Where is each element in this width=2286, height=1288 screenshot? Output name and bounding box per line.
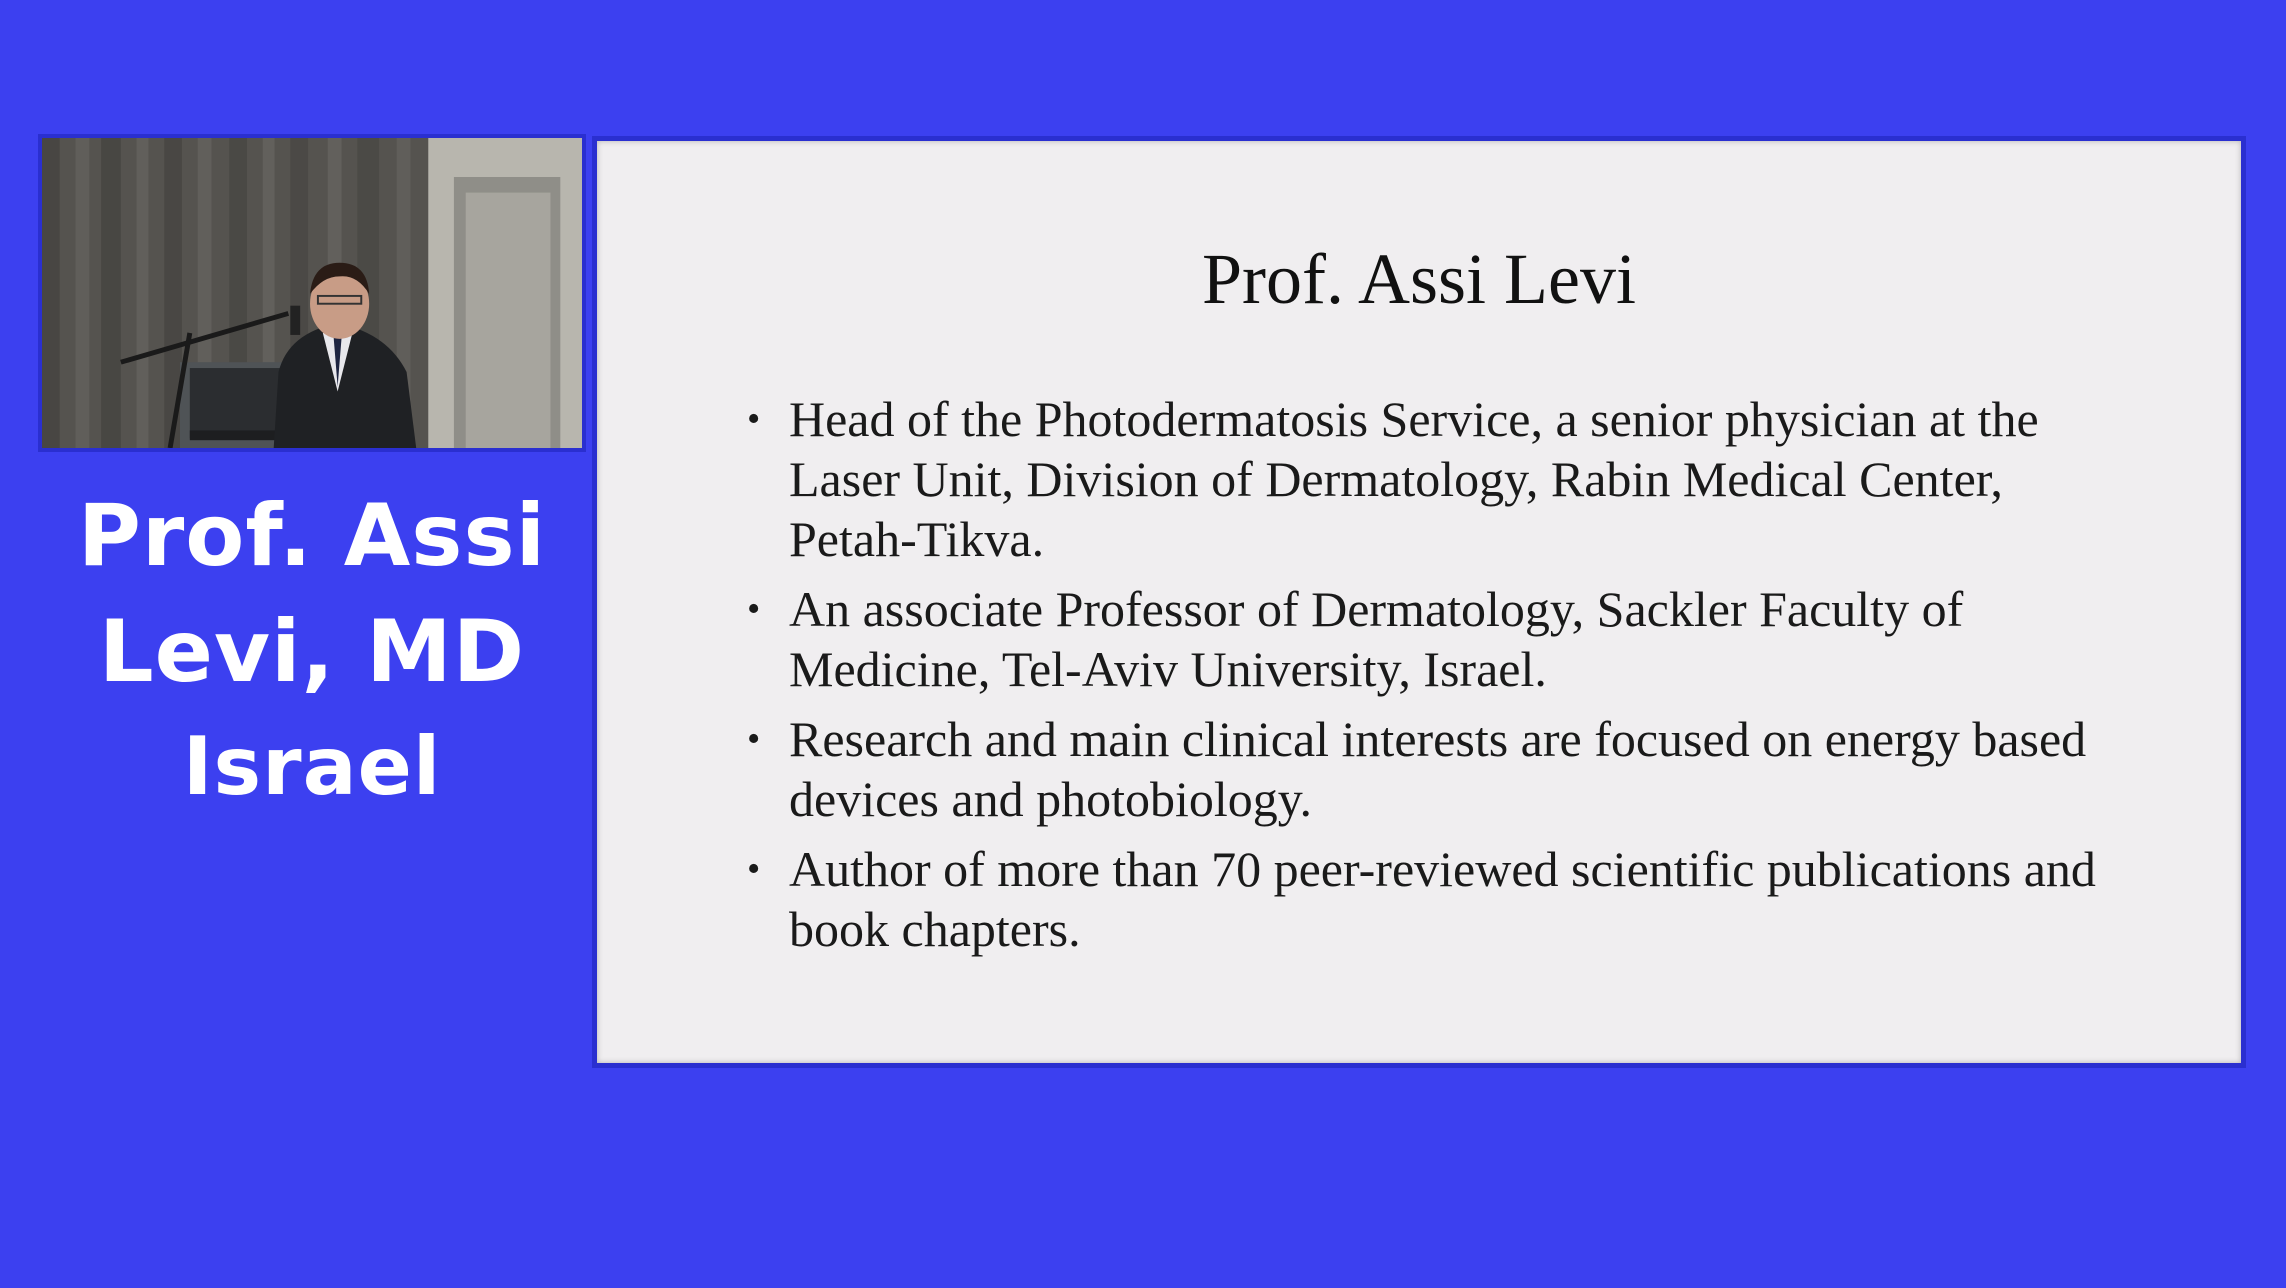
speaker-name-line2: Levi, MD — [98, 602, 526, 702]
speaker-country: Israel — [182, 720, 442, 813]
presentation-slide — [592, 136, 2246, 1068]
bullet-dot-icon: • — [747, 588, 761, 630]
speaker-camera-feed — [38, 134, 586, 452]
slide-bullet — [747, 839, 2127, 959]
slide-bullet — [747, 389, 2127, 569]
slide-bullet-text: Research and main clinical interests are focused on energy based devices and photobiology. — [789, 711, 2087, 827]
slide-title: Prof. Assi Levi — [1201, 239, 1636, 319]
slide-bullet-text: Head of the Photodermatosis Service, a senior physician at the Laser Unit, Division of Dermatology, Rabin Medical Center, Petah-Tikva. — [789, 391, 2039, 567]
slide-bullet-text: Author of more than 70 peer-reviewed scientific publications and book chapters. — [789, 841, 2096, 957]
slide-bullet — [747, 709, 2127, 829]
bullet-dot-icon: • — [747, 718, 761, 760]
bullet-dot-icon: • — [747, 398, 761, 440]
slide-bullet-text: An associate Professor of Dermatology, Sackler Faculty of Medicine, Tel-Aviv University, Israel. — [789, 581, 1964, 697]
slide-bullet-list — [747, 389, 2127, 969]
speaker-name-line1: Prof. Assi — [77, 486, 547, 586]
slide-bullet — [747, 579, 2127, 699]
bullet-dot-icon: • — [747, 848, 761, 890]
speaker-video-image — [42, 138, 582, 448]
speaker-name-caption — [38, 478, 586, 824]
